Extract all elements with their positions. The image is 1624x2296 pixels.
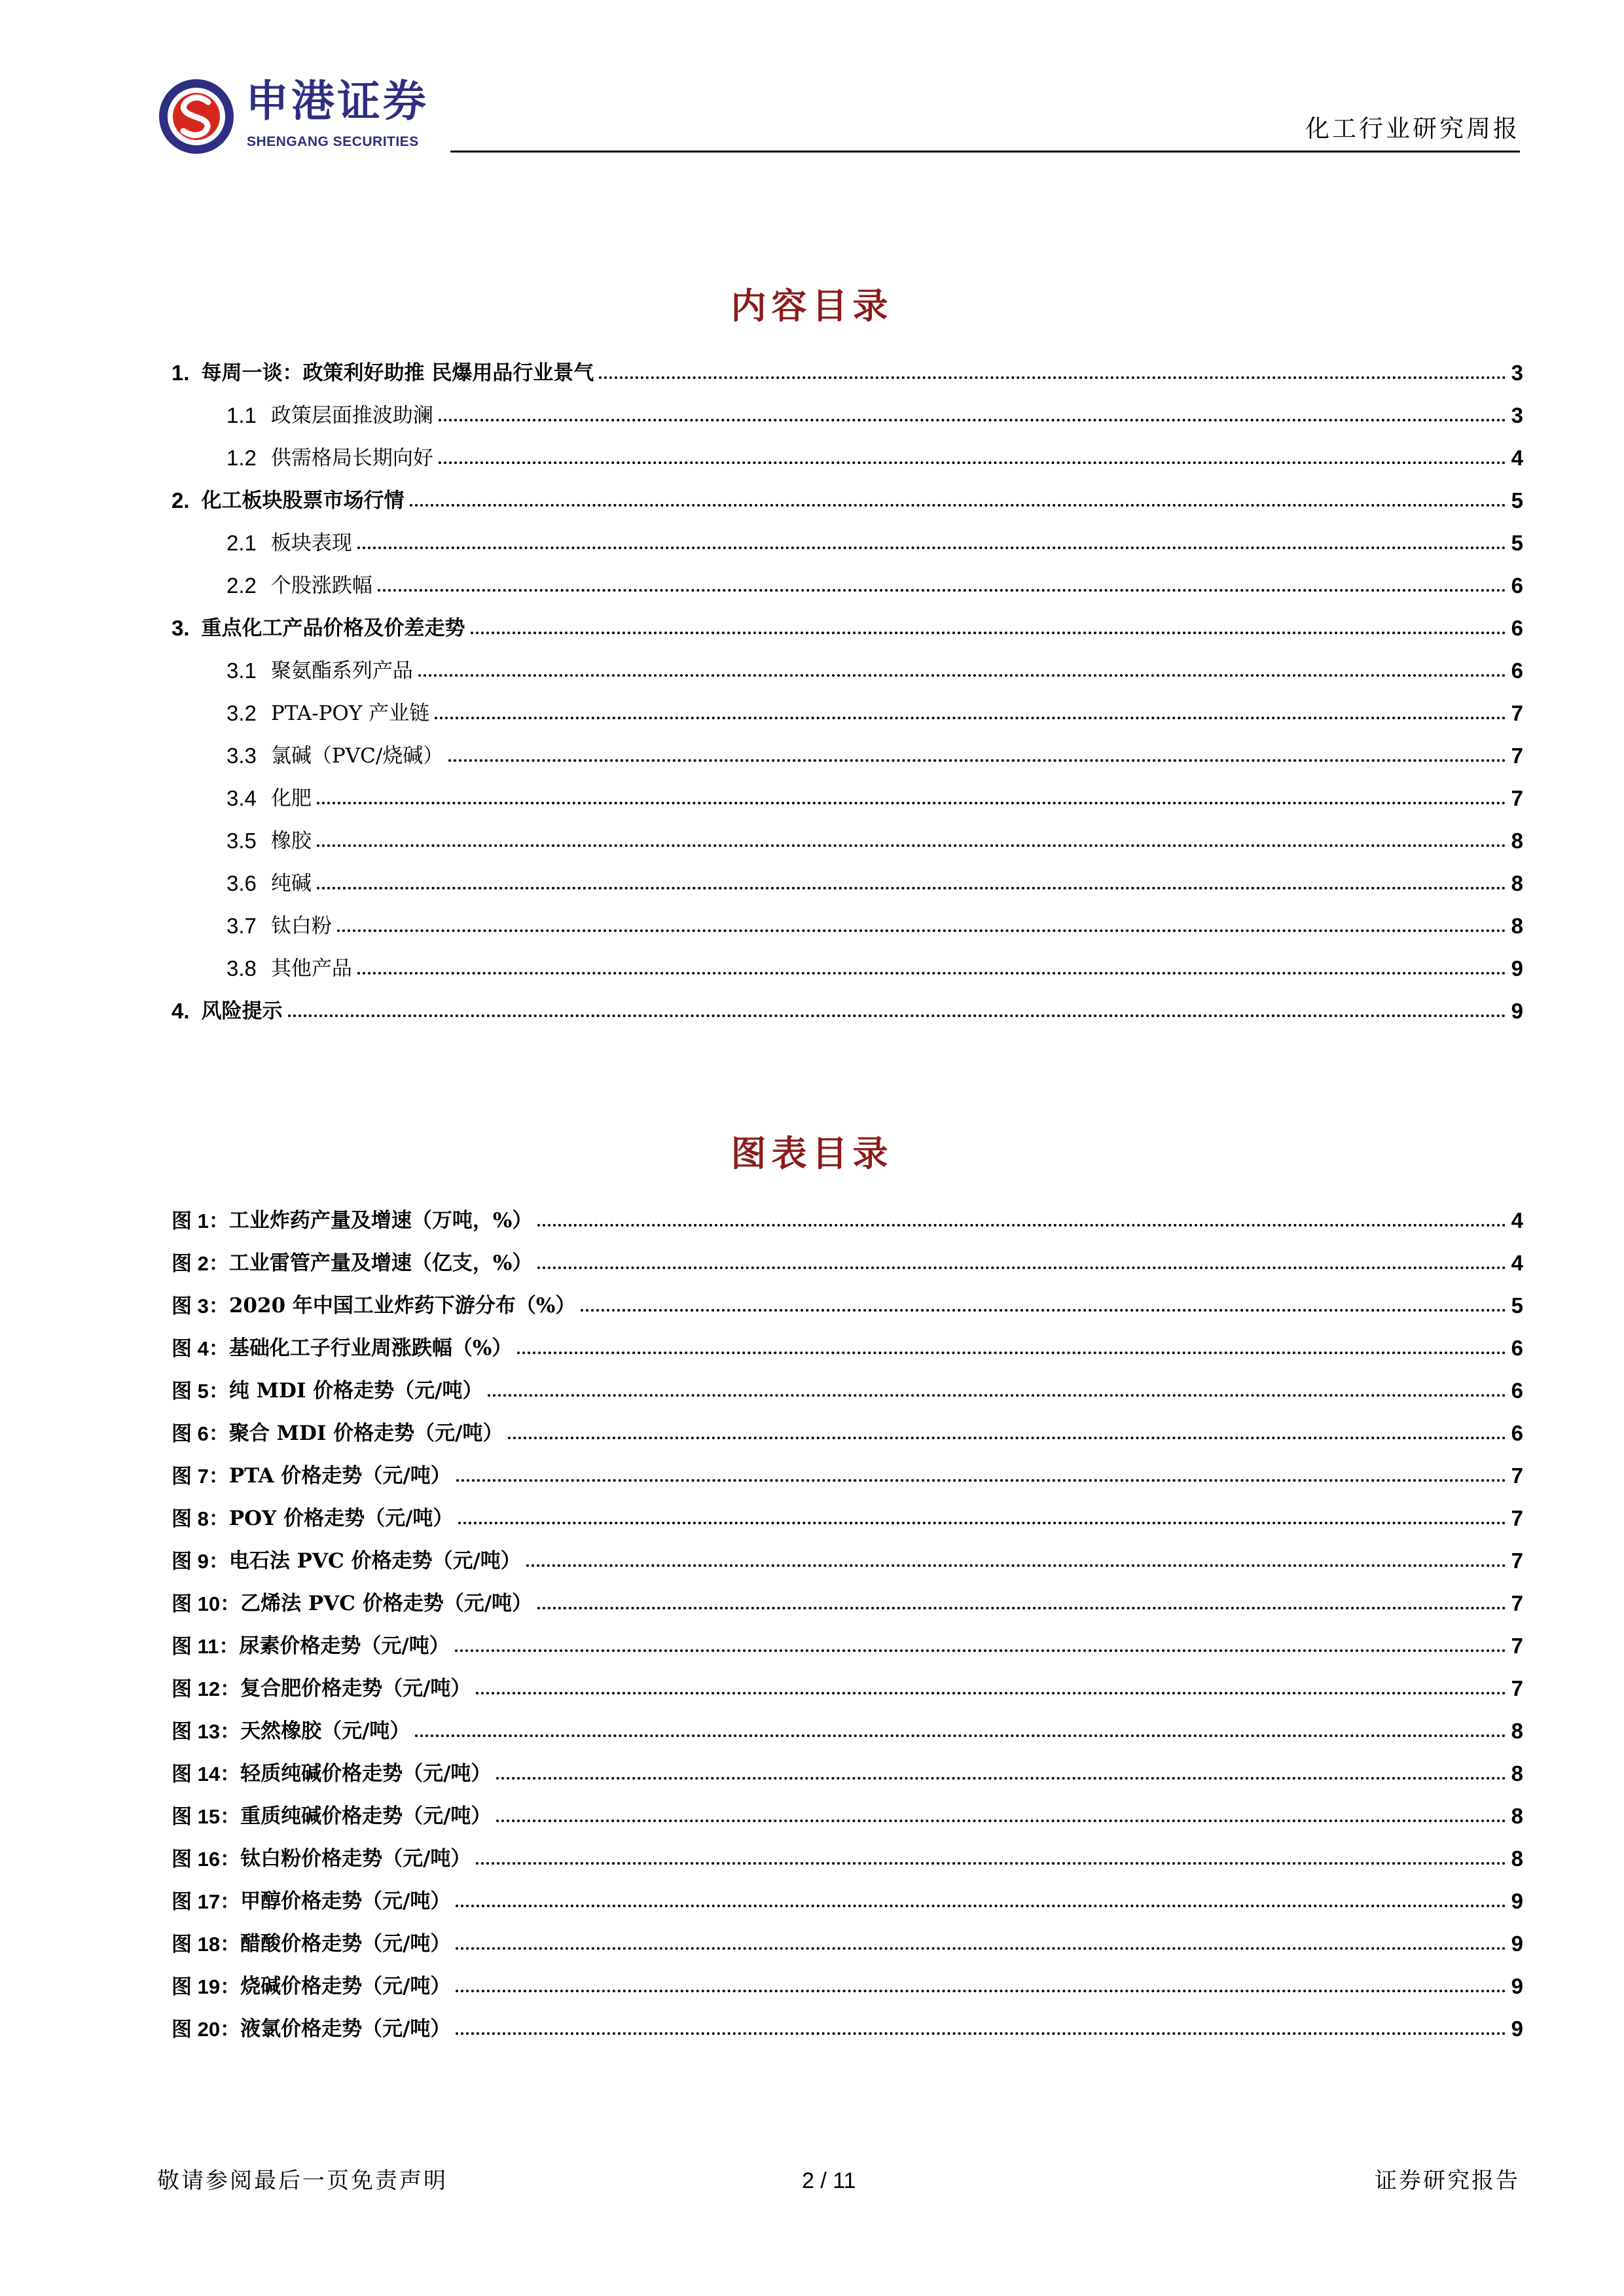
- dot-leader: [317, 802, 1506, 804]
- logo-chinese-name: 申港证券: [245, 76, 429, 126]
- figure-entry-number: 图 14：: [171, 1763, 241, 1785]
- toc-entry-text: 钛白粉: [270, 914, 332, 938]
- figure-entry[interactable]: [171, 1754, 1523, 1784]
- dot-leader: [456, 2032, 1506, 2035]
- figure-entry-page: 6: [1511, 1336, 1523, 1360]
- dot-leader: [471, 632, 1506, 634]
- report-category: 化工行业研究周报: [1305, 115, 1520, 143]
- toc-entry[interactable]: [226, 566, 1523, 596]
- toc-entry-text: PTA-POY 产业链: [270, 702, 430, 725]
- toc-entry-number: 3.2: [226, 701, 257, 725]
- dot-leader: [456, 1947, 1506, 1950]
- toc-entry-text: 化肥: [270, 787, 312, 810]
- toc-entry[interactable]: [226, 439, 1523, 469]
- dot-leader: [378, 589, 1506, 592]
- figure-entry-text: 乙烯法 PVC 价格走势（元/吨）: [240, 1592, 533, 1615]
- toc-entry-number: 3.7: [226, 914, 257, 938]
- toc-entry-text: 风险提示: [201, 999, 283, 1023]
- dot-leader: [508, 1437, 1506, 1439]
- figure-entry-page: 7: [1511, 1506, 1523, 1530]
- figure-entry[interactable]: [171, 1499, 1523, 1529]
- dot-leader: [488, 1394, 1506, 1397]
- figure-entry-number: 图 4：: [171, 1337, 229, 1360]
- dot-leader: [537, 1224, 1506, 1227]
- figure-entry-page: 7: [1511, 1591, 1523, 1615]
- dot-leader: [458, 1522, 1506, 1524]
- figure-entry-page: 9: [1511, 1931, 1523, 1956]
- company-logo: [157, 77, 445, 159]
- toc-entry-number: 1.2: [226, 446, 257, 470]
- toc-entry-page: 7: [1511, 744, 1523, 768]
- figure-entry-text: 电石法 PVC 价格走势（元/吨）: [228, 1549, 521, 1573]
- toc-entry-text: 橡胶: [270, 829, 312, 853]
- toc-entry-page: 8: [1511, 871, 1523, 895]
- figure-entry[interactable]: [171, 1329, 1523, 1359]
- dot-leader: [418, 674, 1506, 677]
- toc-entry[interactable]: [226, 396, 1523, 426]
- figure-entry-text: 轻质纯碱价格走势（元/吨）: [240, 1762, 492, 1785]
- figure-entry-page: 4: [1511, 1208, 1523, 1232]
- toc-entry[interactable]: [171, 992, 1523, 1022]
- toc-entry-page: 5: [1511, 531, 1523, 555]
- figure-entry-number: 图 19：: [171, 1975, 241, 1998]
- toc-entry-page: 9: [1511, 999, 1523, 1023]
- toc-entry-number: 3.1: [226, 658, 257, 683]
- figure-entry-text: 工业炸药产量及增速（万吨，%）: [228, 1209, 533, 1232]
- figure-entry[interactable]: [171, 1414, 1523, 1444]
- toc-entry[interactable]: [226, 651, 1523, 681]
- figure-entry-page: 6: [1511, 1421, 1523, 1445]
- toc-entry-page: 9: [1511, 956, 1523, 980]
- toc-entry-text: 每周一谈：政策利好助推 民爆用品行业景气: [201, 361, 594, 385]
- figure-entry[interactable]: [171, 1967, 1523, 1997]
- figure-entry[interactable]: [171, 1371, 1523, 1401]
- dot-leader: [448, 759, 1506, 762]
- figure-entry-text: 天然橡胶（元/吨）: [240, 1719, 410, 1743]
- toc-entry-number: 2.2: [226, 573, 257, 598]
- toc-entry-page: 7: [1511, 701, 1523, 725]
- dot-leader: [455, 1649, 1506, 1652]
- figure-entry-number: 图 13：: [171, 1720, 241, 1743]
- figure-entry-text: 钛白粉价格走势（元/吨）: [240, 1847, 471, 1871]
- toc-entry-page: 5: [1511, 488, 1523, 512]
- figure-entry-text: POY 价格走势（元/吨）: [228, 1507, 454, 1530]
- header-divider: [450, 151, 1520, 152]
- figure-entry-page: 9: [1511, 1974, 1523, 1998]
- figure-entry-number: 图 2：: [171, 1252, 229, 1275]
- figure-entry[interactable]: [171, 1924, 1523, 1954]
- figure-entry-text: 重质纯碱价格走势（元/吨）: [240, 1804, 492, 1828]
- dot-leader: [496, 1820, 1506, 1822]
- toc-entry-page: 4: [1511, 446, 1523, 470]
- footer-disclaimer: 敬请参阅最后一页免责声明: [157, 2168, 448, 2194]
- toc-entry-number: 2.1: [226, 531, 257, 555]
- toc-entry-page: 7: [1511, 786, 1523, 810]
- toc-entry-text: 氯碱（PVC/烧碱）: [270, 744, 444, 768]
- figure-entry[interactable]: [171, 1456, 1523, 1486]
- footer-report-type: 证券研究报告: [1375, 2168, 1520, 2194]
- toc-entry-text: 个股涨跌幅: [270, 574, 372, 598]
- toc-entry-text: 聚氨酯系列产品: [270, 659, 413, 683]
- dot-leader: [317, 887, 1506, 889]
- toc-entry-number: 4.: [171, 999, 190, 1023]
- figure-entry-text: 烧碱价格走势（元/吨）: [240, 1975, 451, 1998]
- figure-entry[interactable]: [171, 1244, 1523, 1274]
- dot-leader: [439, 461, 1506, 464]
- figure-entry-page: 9: [1511, 1889, 1523, 1913]
- toc-entry-number: 3.8: [226, 956, 257, 980]
- figure-entry-page: 7: [1511, 1676, 1523, 1700]
- figure-entry-page: 7: [1511, 1634, 1523, 1658]
- figure-entry-number: 图 3：: [171, 1295, 229, 1318]
- toc-entry-text: 化工板块股票市场行情: [201, 489, 405, 512]
- figure-entry-number: 图 10：: [171, 1592, 241, 1615]
- toc-entry-number: 1.: [171, 361, 190, 385]
- dot-leader: [439, 419, 1506, 422]
- dot-leader: [537, 1266, 1506, 1269]
- figure-entry-page: 8: [1511, 1719, 1523, 1743]
- dot-leader: [517, 1352, 1506, 1354]
- toc-entry-text: 纯碱: [270, 872, 312, 895]
- toc-entry-page: 3: [1511, 361, 1523, 385]
- dot-leader: [526, 1564, 1506, 1567]
- toc-entry-page: 6: [1511, 616, 1523, 640]
- figure-entry-page: 4: [1511, 1251, 1523, 1275]
- toc-entry-number: 3.6: [226, 871, 257, 895]
- figure-entry-text: 2020 年中国工业炸药下游分布（%）: [228, 1294, 576, 1318]
- figure-entry-number: 图 11：: [171, 1635, 240, 1658]
- figure-entry-number: 图 20：: [171, 2018, 241, 2041]
- toc-entry-number: 3.3: [226, 744, 257, 768]
- dot-leader: [496, 1777, 1506, 1780]
- toc-entry-number: 3.4: [226, 786, 257, 810]
- toc-entry-text: 重点化工产品价格及价差走势: [201, 617, 465, 640]
- toc-entry[interactable]: [226, 779, 1523, 809]
- figure-entry-number: 图 16：: [171, 1848, 241, 1871]
- figure-entry-text: 甲醇价格走势（元/吨）: [240, 1890, 451, 1913]
- figure-entry-number: 图 15：: [171, 1805, 241, 1828]
- toc-entry-text: 供需格局长期向好: [270, 446, 433, 470]
- figure-entry-text: 液氯价格走势（元/吨）: [240, 2017, 451, 2041]
- toc-entry-page: 8: [1511, 914, 1523, 938]
- figure-entry-text: 尿素价格走势（元/吨）: [239, 1634, 450, 1658]
- figure-entry[interactable]: [171, 1584, 1523, 1614]
- logo-english-name: SHENGANG SECURITIES: [247, 134, 419, 149]
- toc-entry[interactable]: [226, 906, 1523, 937]
- figure-entry[interactable]: [171, 1712, 1523, 1742]
- figure-entry-number: 图 5：: [171, 1380, 229, 1403]
- toc-entry-text: 其他产品: [270, 957, 352, 980]
- toc-entry-page: 6: [1511, 573, 1523, 598]
- shengang-logo-icon: [157, 77, 236, 156]
- dot-leader: [337, 929, 1506, 932]
- dot-leader: [357, 547, 1506, 549]
- figure-entry-number: 图 6：: [171, 1422, 229, 1445]
- figure-entry-page: 8: [1511, 1846, 1523, 1871]
- dot-leader: [581, 1309, 1506, 1312]
- figure-entry-text: 基础化工子行业周涨跌幅（%）: [228, 1336, 513, 1360]
- figure-entry-text: PTA 价格走势（元/吨）: [228, 1464, 451, 1488]
- dot-leader: [456, 1990, 1506, 1992]
- toc-entry[interactable]: [226, 694, 1523, 724]
- figure-entry-text: 复合肥价格走势（元/吨）: [240, 1677, 471, 1700]
- dot-leader: [317, 844, 1506, 847]
- figure-entry-page: 8: [1511, 1761, 1523, 1785]
- toc-title: 内容目录: [731, 285, 893, 327]
- toc-entry-page: 8: [1511, 829, 1523, 853]
- toc-entry-number: 1.1: [226, 403, 257, 427]
- toc-entry[interactable]: [171, 481, 1523, 511]
- figure-entry[interactable]: [171, 2009, 1523, 2039]
- figure-entry-text: 纯 MDI 价格走势（元/吨）: [228, 1379, 483, 1403]
- dot-leader: [456, 1479, 1506, 1482]
- figure-entry-page: 8: [1511, 1804, 1523, 1828]
- dot-leader: [357, 972, 1506, 975]
- toc-entry[interactable]: [226, 864, 1523, 894]
- toc-entry-number: 3.: [171, 616, 190, 640]
- figure-entry[interactable]: [171, 1541, 1523, 1571]
- figure-entry[interactable]: [171, 1626, 1523, 1657]
- figure-entry-text: 醋酸价格走势（元/吨）: [240, 1932, 451, 1956]
- dot-leader: [410, 504, 1506, 507]
- figure-entry[interactable]: [171, 1286, 1523, 1316]
- toc-entry[interactable]: [171, 353, 1523, 384]
- figure-entry-number: 图 12：: [171, 1677, 241, 1700]
- figure-entry-page: 5: [1511, 1293, 1523, 1318]
- dot-leader: [288, 1014, 1506, 1017]
- toc-entry[interactable]: [226, 949, 1523, 979]
- dot-leader: [435, 717, 1506, 719]
- figure-entry-number: 图 9：: [171, 1550, 229, 1573]
- toc-entry-number: 3.5: [226, 829, 257, 853]
- toc-entry[interactable]: [226, 524, 1523, 554]
- toc-entry[interactable]: [226, 821, 1523, 852]
- toc-entry-text: 政策层面推波助澜: [270, 404, 433, 427]
- toc-entry-text: 板块表现: [270, 531, 352, 555]
- toc-entry-number: 2.: [171, 488, 190, 512]
- figure-entry-number: 图 8：: [171, 1507, 229, 1530]
- figure-entry-number: 图 1：: [171, 1210, 229, 1232]
- figure-entry-text: 工业雷管产量及增速（亿支，%）: [228, 1251, 533, 1275]
- figures-title: 图表目录: [731, 1132, 893, 1174]
- figure-entry-number: 图 7：: [171, 1465, 229, 1488]
- dot-leader: [415, 1734, 1506, 1737]
- figure-entry-page: 7: [1511, 1549, 1523, 1573]
- figure-entry-page: 6: [1511, 1378, 1523, 1403]
- dot-leader: [476, 1862, 1506, 1865]
- figure-entry[interactable]: [171, 1797, 1523, 1827]
- figure-entry[interactable]: [171, 1882, 1523, 1912]
- figure-entry-page: 7: [1511, 1463, 1523, 1488]
- dot-leader: [476, 1692, 1506, 1695]
- figure-entry[interactable]: [171, 1839, 1523, 1869]
- toc-entry-page: 3: [1511, 403, 1523, 427]
- page-number: 2 / 11: [802, 2168, 856, 2193]
- dot-leader: [456, 1905, 1506, 1907]
- dot-leader: [537, 1607, 1506, 1609]
- figure-entry-number: 图 17：: [171, 1890, 241, 1913]
- toc-entry[interactable]: [171, 609, 1523, 639]
- figure-entry-number: 图 18：: [171, 1933, 241, 1956]
- figure-entry[interactable]: [171, 1669, 1523, 1699]
- toc-entry-page: 6: [1511, 658, 1523, 683]
- figure-entry[interactable]: [171, 1201, 1523, 1231]
- dot-leader: [599, 376, 1506, 379]
- figure-entry-page: 9: [1511, 2017, 1523, 2041]
- figure-entry-text: 聚合 MDI 价格走势（元/吨）: [228, 1422, 503, 1445]
- toc-entry[interactable]: [226, 736, 1523, 766]
